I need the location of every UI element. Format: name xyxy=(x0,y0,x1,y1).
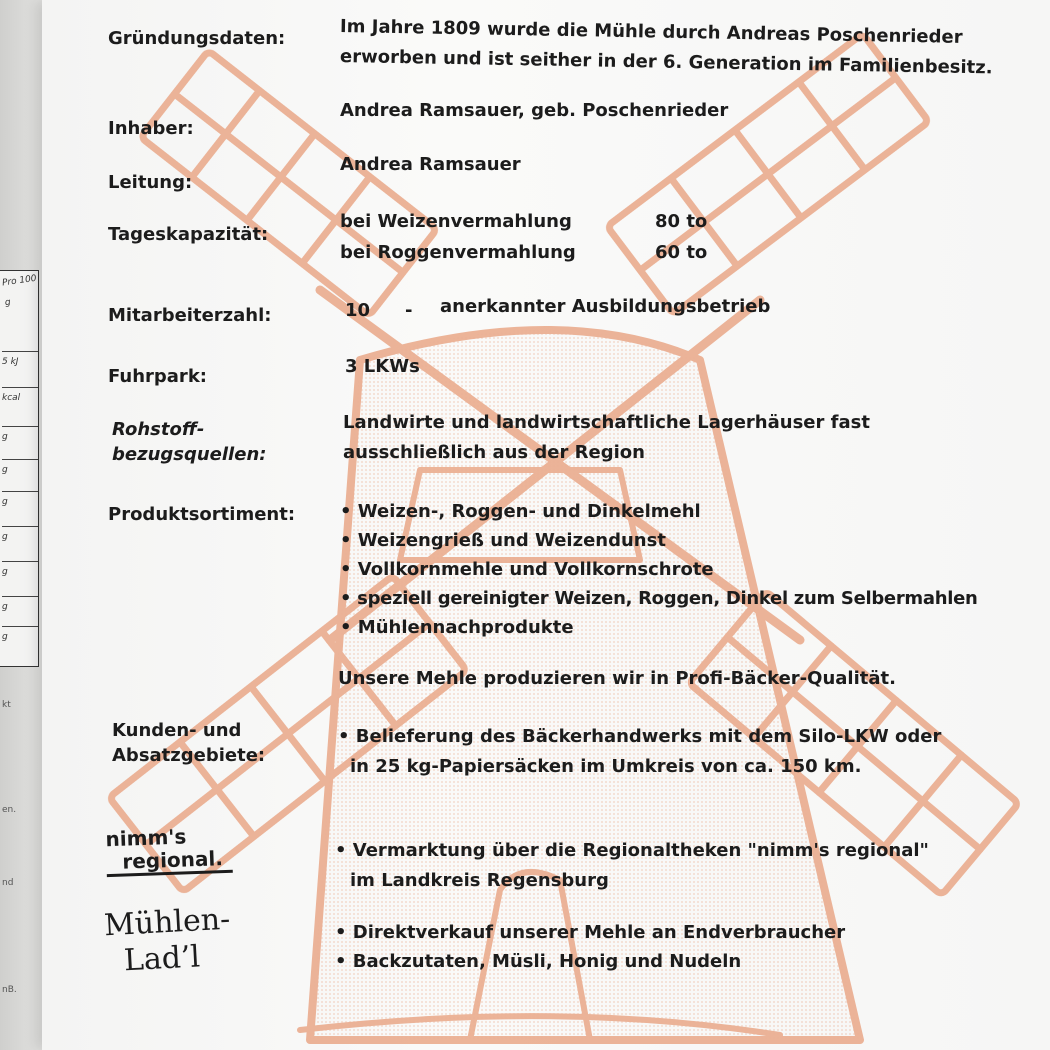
label-fuhrpark: Fuhrpark: xyxy=(108,366,207,387)
nutrition-cell: Pro 100 g xyxy=(1,273,38,309)
label-tageskapazitaet: Tageskapazität: xyxy=(108,224,269,245)
label-mitarbeiterzahl: Mitarbeiterzahl: xyxy=(108,305,272,326)
kapazitaet-row-2-value: 60 to xyxy=(655,242,708,263)
laden-item: • Direktverkauf unserer Mehle an Endverbraucher xyxy=(335,918,845,947)
logo-text: Mühlen- xyxy=(103,901,232,944)
fuhrpark-value: 3 LKWs xyxy=(345,356,420,377)
inhaber-value: Andrea Ramsauer, geb. Poschenrieder xyxy=(340,100,729,121)
nutrition-cell: g xyxy=(2,561,38,582)
regional-list xyxy=(335,836,929,865)
logo-text: nimm's xyxy=(105,824,187,852)
edge-text: nB. xyxy=(2,985,17,995)
edge-text: en. xyxy=(2,805,17,815)
leitung-value: Andrea Ramsauer xyxy=(340,154,521,175)
nimms-regional-logo xyxy=(105,824,233,877)
logo-text: Lad’l xyxy=(123,939,201,979)
kunden-line: • Belieferung des Bäckerhandwerks mit dem Silo-LKW oder xyxy=(338,722,941,751)
kunden-line-2: in 25 kg-Papiersäcken im Umkreis von ca. 150 km. xyxy=(350,756,862,777)
sortiment-item: • Vollkornmehle und Vollkornschrote xyxy=(340,555,978,584)
label-kunden-2: Absatzgebiete: xyxy=(112,745,266,766)
mitarbeiter-value: 10 xyxy=(345,300,371,321)
gruendung-line-1: Im Jahre 1809 wurde die Mühle durch Andreas Poschenrieder xyxy=(339,16,963,48)
label-kunden-1: Kunden- und xyxy=(112,720,242,741)
qualitaet-statement: Unsere Mehle produzieren wir in Profi-Bäcker-Qualität. xyxy=(338,668,896,689)
muehlen-ladl-logo xyxy=(103,902,233,981)
edge-text: nd xyxy=(2,878,14,888)
rohstoff-line-2: ausschließlich aus der Region xyxy=(343,442,645,463)
label-gruendungsdaten: Gründungsdaten: xyxy=(108,28,286,49)
regional-line: • Vermarktung über die Regionaltheken "nimm's regional" xyxy=(335,836,929,865)
edge-text: kt xyxy=(2,700,11,710)
sortiment-item: • Mühlennachprodukte xyxy=(340,613,978,642)
kapazitaet-row-2-text: bei Roggenvermahlung xyxy=(340,242,576,263)
regional-line-2: im Landkreis Regensburg xyxy=(350,870,609,891)
label-rohstoff-1: Rohstoff- xyxy=(112,419,205,440)
mitarbeiter-dash: - xyxy=(405,300,413,321)
label-leitung: Leitung: xyxy=(108,172,193,193)
sortiment-item: • Weizengrieß und Weizendunst xyxy=(340,526,978,555)
sortiment-list xyxy=(340,497,978,642)
rohstoff-line-1: Landwirte und landwirtschaftliche Lagerhäuser fast xyxy=(343,412,870,433)
laden-list xyxy=(335,918,845,976)
mitarbeiter-note: anerkannter Ausbildungsbetrieb xyxy=(440,296,771,317)
label-produktsortiment: Produktsortiment: xyxy=(108,504,296,525)
sortiment-item: • Weizen-, Roggen- und Dinkelmehl xyxy=(340,497,978,526)
nutrition-cell: g xyxy=(2,426,38,447)
nutrition-cell: g xyxy=(2,459,38,480)
nutrition-cell: kcal xyxy=(2,387,38,408)
nutrition-cell: g xyxy=(2,491,38,512)
gruendung-line-2: erworben und ist seither in der 6. Generation im Familienbesitz. xyxy=(339,46,993,79)
nutrition-cell: g xyxy=(2,626,38,647)
sortiment-item: • speziell gereinigter Weizen, Roggen, Dinkel zum Selbermahlen xyxy=(340,584,978,613)
laden-item: • Backzutaten, Müsli, Honig und Nudeln xyxy=(335,947,845,976)
label-rohstoff-2: bezugsquellen: xyxy=(112,444,267,465)
kapazitaet-row-1-value: 80 to xyxy=(655,211,708,232)
logo-text: regional. xyxy=(106,847,233,877)
label-inhaber: Inhaber: xyxy=(108,118,194,139)
nutrition-cell: 5 kJ xyxy=(2,351,38,372)
nutrition-cell: g xyxy=(2,596,38,617)
kunden-list xyxy=(338,722,941,751)
kapazitaet-row-1-text: bei Weizenvermahlung xyxy=(340,211,572,232)
nutrition-cell: g xyxy=(2,526,38,547)
